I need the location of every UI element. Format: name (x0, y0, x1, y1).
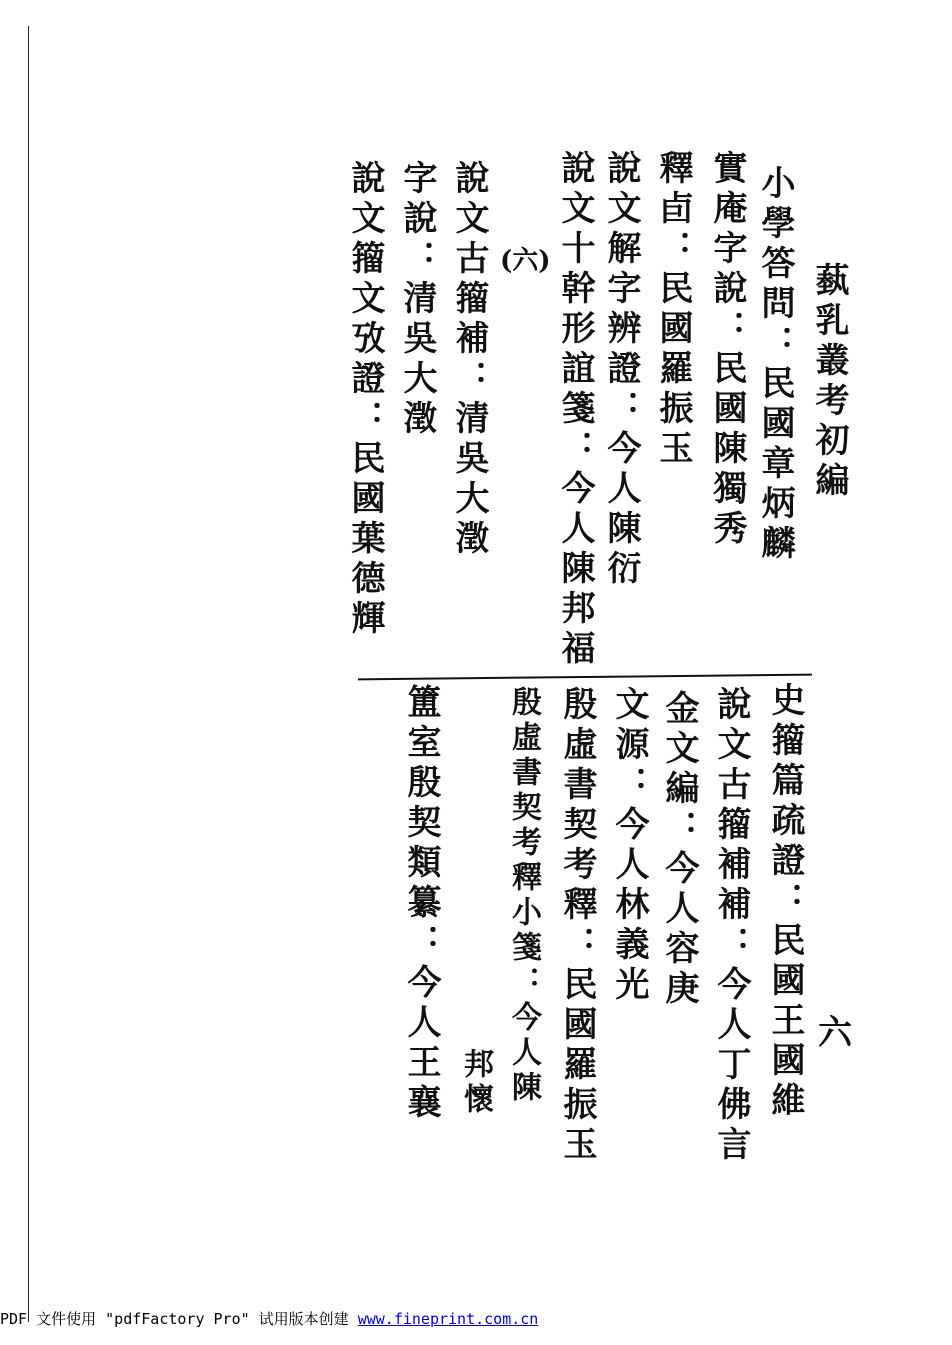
section-divider (358, 674, 812, 681)
section-marker: (六) (500, 246, 551, 276)
lower-entry: 簠室殷契類纂：今人王襄 (401, 684, 441, 1124)
upper-entry: 說文籀文攷證：民國葉德輝 (345, 160, 385, 640)
lower-entry: 殷虛書契考釋：民國羅振玉 (557, 686, 597, 1166)
pdf-footer (0, 1308, 538, 1329)
upper-entry: 說文古籀補：清吳大澂 (449, 160, 489, 560)
upper-entry: 字說：清吳大澂 (397, 160, 437, 440)
footer-text: PDF 文件使用 "pdfFactory Pro" 试用版本创建 (0, 1310, 349, 1328)
page-number: 六 (818, 1013, 852, 1053)
upper-entry: 小學答問：民國章炳麟 (755, 165, 795, 565)
upper-entry: 釋卣：民國羅振玉 (653, 150, 693, 470)
page-margin-rule (28, 26, 29, 1322)
page-title: 蓺乳叢考初編 (809, 262, 849, 502)
lower-entry: 邦懷 (458, 1048, 493, 1118)
lower-entry: 說文古籀補補：今人丁佛言 (711, 686, 751, 1166)
lower-entry: 史籀篇疏證：民國王國維 (765, 682, 805, 1122)
footer-link[interactable]: www.fineprint.com.cn (357, 1310, 539, 1328)
lower-entry: 文源：今人林義光 (609, 686, 649, 1006)
lower-entry: 殷虛書契考釋小箋：今人陳 (506, 686, 541, 1106)
lower-entry: 金文編：今人容庚 (659, 690, 699, 1010)
upper-entry: 說文十幹形誼箋：今人陳邦福 (555, 150, 595, 670)
upper-entry: 實庵字說：民國陳獨秀 (707, 150, 747, 550)
upper-entry: 說文解字辨證：今人陳衍 (601, 150, 641, 590)
